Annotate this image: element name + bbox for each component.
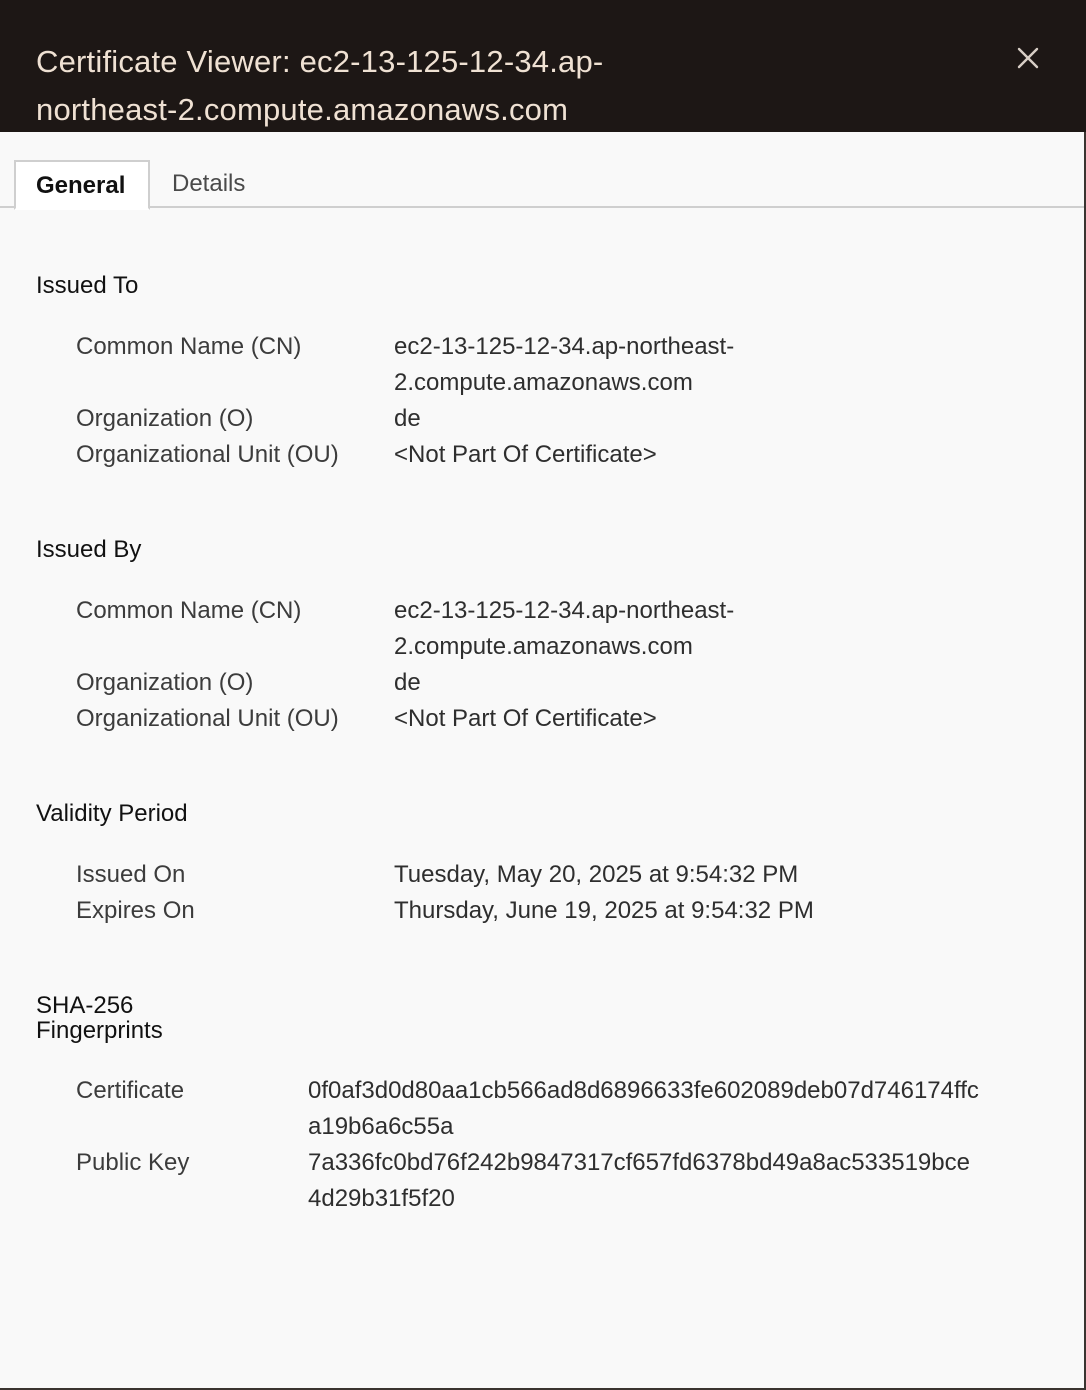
dialog-title-line-1: Certificate Viewer: ec2-13-125-12-34.ap- bbox=[36, 44, 604, 79]
issued-to-cn-label: Common Name (CN) bbox=[76, 333, 302, 360]
issued-by-o-label: Organization (O) bbox=[76, 669, 254, 696]
issued-on-value: Tuesday, May 20, 2025 at 9:54:32 PM bbox=[394, 861, 799, 888]
tab-bar bbox=[0, 160, 1084, 208]
section-heading-issued-to: Issued To bbox=[36, 272, 139, 299]
fingerprints-heading-line-2: Fingerprints bbox=[36, 1017, 163, 1044]
issued-by-cn-value-line-2: 2.compute.amazonaws.com bbox=[394, 633, 693, 660]
public-key-fingerprint-label: Public Key bbox=[76, 1149, 190, 1176]
public-key-fingerprint-value bbox=[308, 1145, 970, 1217]
issued-to-o-label: Organization (O) bbox=[76, 405, 254, 432]
close-icon bbox=[1010, 40, 1046, 76]
issued-by-cn-label: Common Name (CN) bbox=[76, 597, 302, 624]
issued-to-ou-label: Organizational Unit (OU) bbox=[76, 441, 339, 468]
fingerprints-heading-line-1: SHA-256 bbox=[36, 992, 134, 1019]
issued-by-ou-label: Organizational Unit (OU) bbox=[76, 705, 339, 732]
issued-to-cn-value-line-2: 2.compute.amazonaws.com bbox=[394, 369, 693, 396]
title-bar bbox=[0, 0, 1086, 132]
section-heading-fingerprints bbox=[36, 993, 163, 1043]
section-heading-issued-by: Issued By bbox=[36, 536, 142, 563]
issued-on-label: Issued On bbox=[76, 861, 186, 888]
dialog-title bbox=[36, 38, 936, 134]
public-key-fingerprint-line-2: 4d29b31f5f20 bbox=[308, 1185, 455, 1212]
issued-by-cn-value bbox=[394, 593, 734, 665]
certificate-fingerprint-line-2: a19b6a6c55a bbox=[308, 1113, 454, 1140]
issued-by-cn-value-line-1: ec2-13-125-12-34.ap-northeast- bbox=[394, 597, 735, 624]
section-heading-validity-period: Validity Period bbox=[36, 800, 188, 827]
expires-on-label: Expires On bbox=[76, 897, 195, 924]
issued-to-o-value: de bbox=[394, 405, 421, 432]
issued-by-o-value: de bbox=[394, 669, 421, 696]
issued-by-ou-value: <Not Part Of Certificate> bbox=[394, 705, 657, 732]
issued-to-cn-value-line-1: ec2-13-125-12-34.ap-northeast- bbox=[394, 333, 735, 360]
dialog-title-line-2: northeast-2.compute.amazonaws.com bbox=[36, 92, 569, 127]
tab-general[interactable]: General bbox=[14, 160, 150, 210]
certificate-fingerprint-label: Certificate bbox=[76, 1077, 185, 1104]
tab-details[interactable]: Details bbox=[172, 170, 246, 197]
public-key-fingerprint-line-1: 7a336fc0bd76f242b9847317cf657fd6378bd49a8ac533519bce bbox=[308, 1149, 970, 1176]
expires-on-value: Thursday, June 19, 2025 at 9:54:32 PM bbox=[394, 897, 814, 924]
certificate-fingerprint-value bbox=[308, 1073, 979, 1145]
issued-to-ou-value: <Not Part Of Certificate> bbox=[394, 441, 657, 468]
issued-to-cn-value bbox=[394, 329, 734, 401]
certificate-fingerprint-line-1: 0f0af3d0d80aa1cb566ad8d6896633fe602089deb07d746174ffc bbox=[308, 1077, 979, 1104]
close-button[interactable] bbox=[1010, 40, 1046, 76]
